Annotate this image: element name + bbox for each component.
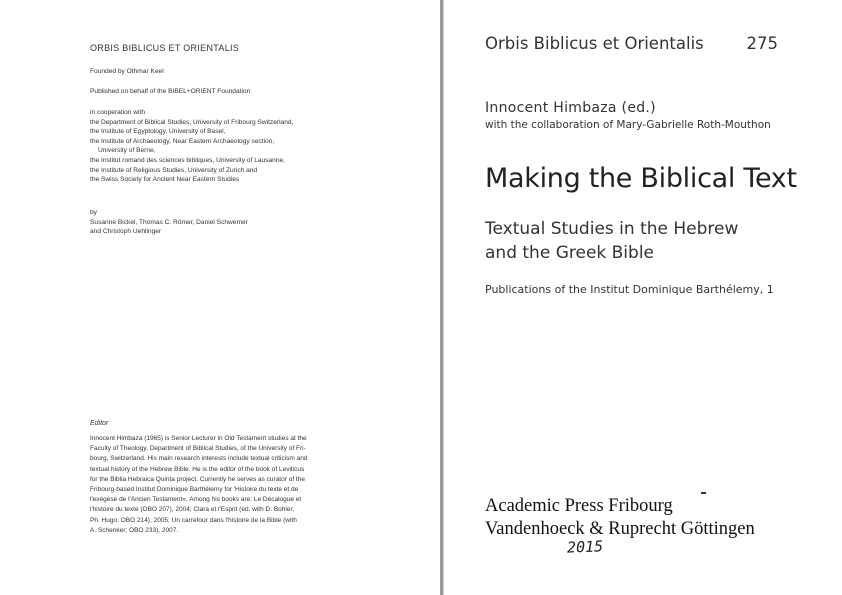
editors-line: by bbox=[90, 209, 97, 216]
cooperation-line: the Institute of Archaeology, Near Eastern Archaeology section, bbox=[90, 137, 275, 145]
right-series-header bbox=[485, 34, 778, 53]
book-spine-shadow bbox=[443, 0, 444, 595]
editor-bio bbox=[90, 434, 385, 536]
cooperation-line: the Institute of Egyptology, University of Basel, bbox=[90, 128, 226, 136]
series-number: 275 bbox=[746, 34, 778, 53]
bio-line: l'histoire du texte (OBO 207), 2004; Clara et l'Esprit (ed. with D. Bohler, bbox=[90, 506, 295, 514]
bio-line: Innocent Himbaza (1965) is Senior Lecturer in Old Testament studies at the bbox=[90, 435, 307, 442]
cooperation-line: in cooperation with bbox=[90, 109, 145, 116]
book-subtitle bbox=[485, 217, 738, 265]
cooperation-line: the Institut romand des sciences bibliques, University of Lausanne, bbox=[90, 156, 285, 164]
publisher-vandenhoeck: Vandenhoeck & Ruprecht Göttingen bbox=[485, 519, 755, 539]
subtitle-line: Textual Studies in the Hebrew bbox=[485, 219, 739, 239]
bio-line: A. Schenker; OBO 233), 2007. bbox=[90, 526, 179, 534]
bio-line: Fribourg-based Institut Dominique Barthélemy for 'Histoire du texte et de bbox=[90, 486, 299, 494]
pencil-mark bbox=[701, 492, 706, 494]
cooperation-line: the Department of Biblical Studies, University of Fribourg Switzerland, bbox=[90, 118, 294, 126]
bio-line: Ph. Hugo; OBO 214), 2005; Un carrefour dans l'histoire de la Bible (with bbox=[90, 516, 297, 524]
author: Innocent Himbaza (ed.) bbox=[485, 100, 656, 116]
publication-series: Publications of the Institut Dominique Barthélemy, 1 bbox=[485, 283, 774, 296]
editor-label: Editor bbox=[90, 420, 109, 427]
left-series-title: ORBIS BIBLICUS ET ORIENTALIS bbox=[90, 43, 240, 53]
bio-line: l'exégèse de l'Ancien Testament». Among his books are: Le Décalogue et bbox=[90, 496, 302, 504]
founded-by: Founded by Othmar Keel bbox=[90, 68, 164, 75]
published-on-behalf: Published on behalf of the BIBEL+ORIENT Foundation bbox=[90, 88, 251, 95]
bio-line: textual history of the Hebrew Bible. He is the editor of the book of Leviticus bbox=[90, 465, 305, 473]
bio-line: Faculty of Theology, Department of Biblical Studies, of the University of Fri- bbox=[90, 445, 306, 453]
bio-line: bourg, Switzerland. His main research interests include textual criticism and bbox=[90, 455, 308, 463]
book-title: Making the Biblical Text bbox=[485, 163, 797, 194]
cooperation-block bbox=[90, 108, 293, 185]
right-series-title: Orbis Biblicus et Orientalis bbox=[485, 34, 704, 53]
collaboration: with the collaboration of Mary-Gabrielle Roth-Mouthon bbox=[485, 119, 771, 131]
bio-line: for the Biblia Hebraica Quinta project. Currently he serves as curator of the bbox=[90, 475, 305, 483]
editors-line: and Christoph Uehlinger bbox=[90, 228, 162, 236]
cooperation-line: the Swiss Society for Ancient Near Eastern Studies bbox=[90, 176, 240, 184]
cooperation-line: University of Berne, bbox=[98, 147, 156, 155]
cooperation-line: the Institute of Religious Studies, University of Zurich and bbox=[90, 166, 258, 174]
subtitle-line: and the Greek Bible bbox=[485, 243, 655, 263]
editors-line: Susanne Bickel, Thomas C. Römer, Daniel Schwemer bbox=[90, 218, 248, 226]
publisher-academic-press: Academic Press Fribourg bbox=[485, 496, 673, 516]
editors-block bbox=[90, 208, 248, 237]
handwritten-year: 2015 bbox=[566, 537, 604, 557]
